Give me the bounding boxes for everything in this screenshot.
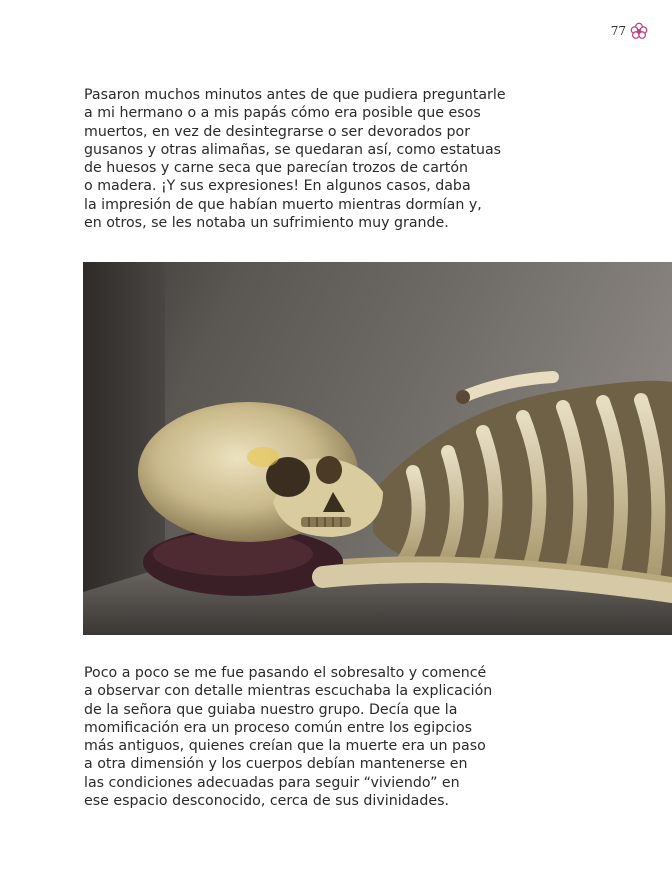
mummified-skeleton-photo [83, 262, 672, 635]
paragraph-explanation [84, 664, 514, 810]
text-line: a otra dimensión y los cuerpos debían mantenerse en [84, 756, 468, 773]
text-line: ese espacio desconocido, cerca de sus divinidades. [84, 793, 449, 810]
text-line: más antiguos, quienes creían que la muerte era un paso [84, 738, 486, 755]
text-line: las condiciones adecuadas para seguir “viviendo” en [84, 774, 460, 791]
text-line: la impresión de que habían muerto mientras dormían y, [84, 196, 482, 213]
text-line: gusanos y otras alimañas, se quedaran así, como estatuas [84, 141, 502, 158]
text-line: en otros, se les notaba un sufrimiento muy grande. [84, 215, 449, 232]
flower-ornament-icon [630, 22, 648, 40]
text-line: momificación era un proceso común entre los egipcios [84, 719, 473, 736]
paragraph-intro [84, 86, 514, 232]
text-line: de huesos y carne seca que parecían trozos de cartón [84, 160, 468, 177]
text-line: Poco a poco se me fue pasando el sobresalto y comencé [84, 665, 487, 681]
text-line: Pasaron muchos minutos antes de que pudiera preguntarle [84, 87, 506, 103]
text-line: a mi hermano o a mis papás cómo era posible que esos [84, 105, 481, 122]
text-line: de la señora que guiaba nuestro grupo. Decía que la [84, 701, 458, 718]
page-number: 77 [610, 24, 626, 38]
text-line: muertos, en vez de desintegrarse o ser devorados por [84, 123, 471, 140]
text-line: o madera. ¡Y sus expresiones! En algunos casos, daba [84, 178, 471, 195]
text-line: a observar con detalle mientras escuchaba la explicación [84, 683, 493, 700]
